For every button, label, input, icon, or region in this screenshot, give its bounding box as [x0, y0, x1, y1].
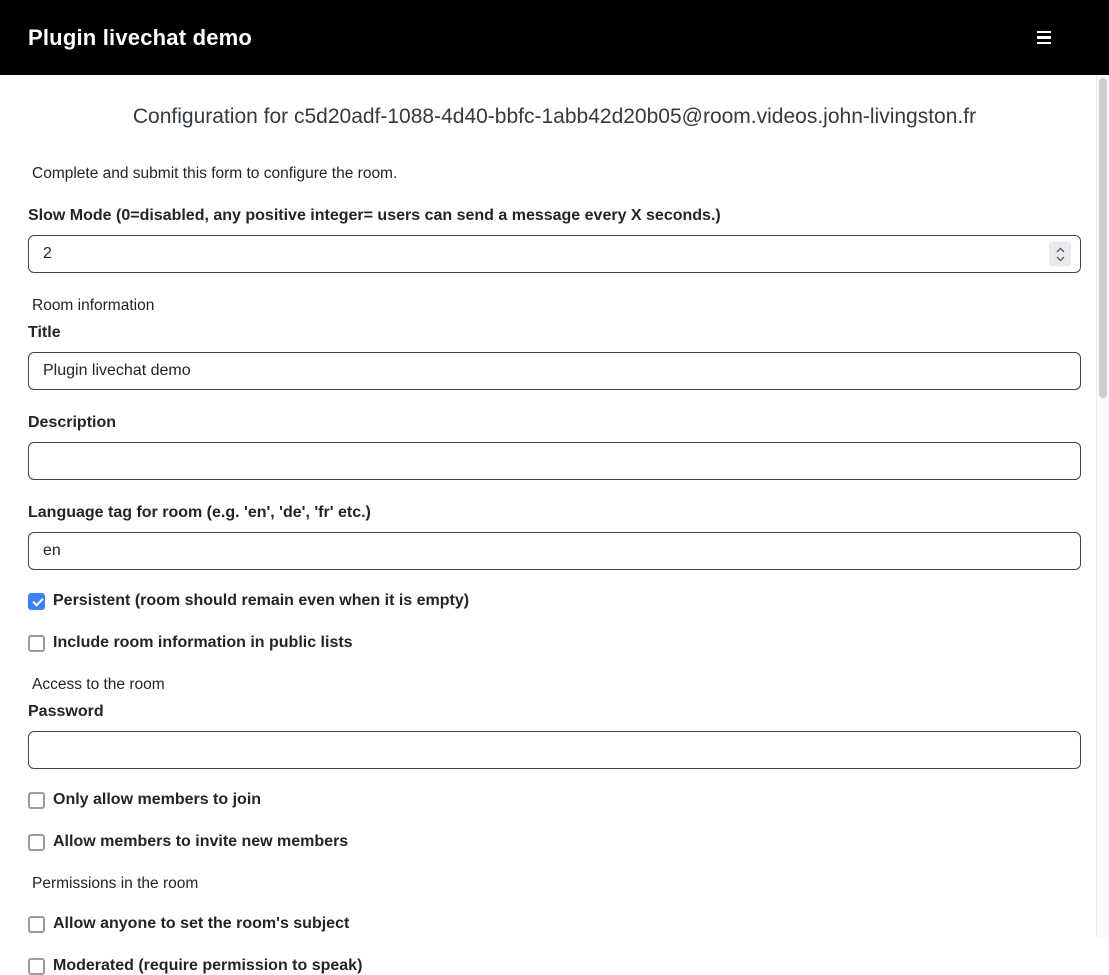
config-form [0, 105, 1109, 975]
moderated-row [28, 957, 1081, 975]
allow-invites-row [28, 833, 1081, 851]
members-only-checkbox[interactable] [28, 792, 45, 809]
slow-mode-field-wrap [28, 235, 1081, 273]
legend-permissions: Permissions in the room [32, 875, 199, 892]
allow-invites-checkbox[interactable] [28, 834, 45, 851]
scrollbar-track[interactable] [1096, 75, 1109, 938]
hamburger-bar [1037, 31, 1051, 34]
change-subject-row [28, 915, 1081, 933]
public-list-checkbox[interactable] [28, 635, 45, 652]
moderated-checkbox[interactable] [28, 958, 45, 975]
password-input[interactable] [28, 731, 1081, 769]
legend-access: Access to the room [32, 676, 165, 693]
chevron-up-icon [1056, 247, 1065, 253]
password-label: Password [28, 703, 104, 720]
legend-room-information: Room information [32, 297, 155, 314]
title-label: Title [28, 324, 61, 341]
public-list-row [28, 634, 1081, 652]
change-subject-checkbox[interactable] [28, 916, 45, 933]
number-spinner[interactable] [1049, 242, 1071, 267]
moderated-label: Moderated (require permission to speak) [53, 957, 363, 974]
language-label: Language tag for room (e.g. 'en', 'de', 'fr' etc.) [28, 504, 371, 521]
description-label: Description [28, 414, 117, 431]
page-title: Plugin livechat demo [28, 24, 253, 50]
hamburger-bar [1037, 36, 1051, 39]
members-only-row [28, 791, 1081, 809]
change-subject-label: Allow anyone to set the room's subject [53, 915, 350, 932]
persistent-checkbox[interactable] [28, 593, 45, 610]
title-input[interactable] [28, 352, 1081, 390]
app-header [0, 0, 1109, 75]
hamburger-menu-icon[interactable] [1033, 25, 1055, 51]
hamburger-bar [1037, 42, 1051, 45]
form-instructions: Complete and submit this form to configure the room. [32, 165, 398, 182]
scrollbar-thumb[interactable] [1099, 78, 1107, 398]
language-input[interactable] [28, 532, 1081, 570]
members-only-label: Only allow members to join [53, 791, 262, 808]
chevron-down-icon [1056, 255, 1065, 261]
slow-mode-label: Slow Mode (0=disabled, any positive integer= users can send a message every X seconds.) [28, 207, 721, 224]
persistent-row [28, 592, 1081, 610]
persistent-label: Persistent (room should remain even when it is empty) [53, 592, 470, 609]
form-heading: Configuration for c5d20adf-1088-4d40-bbfc-1abb42d20b05@room.videos.john-livingston.fr [132, 105, 977, 128]
slow-mode-input[interactable] [28, 235, 1081, 273]
description-input[interactable] [28, 442, 1081, 480]
public-list-label: Include room information in public lists [53, 634, 353, 651]
allow-invites-label: Allow members to invite new members [53, 833, 349, 850]
